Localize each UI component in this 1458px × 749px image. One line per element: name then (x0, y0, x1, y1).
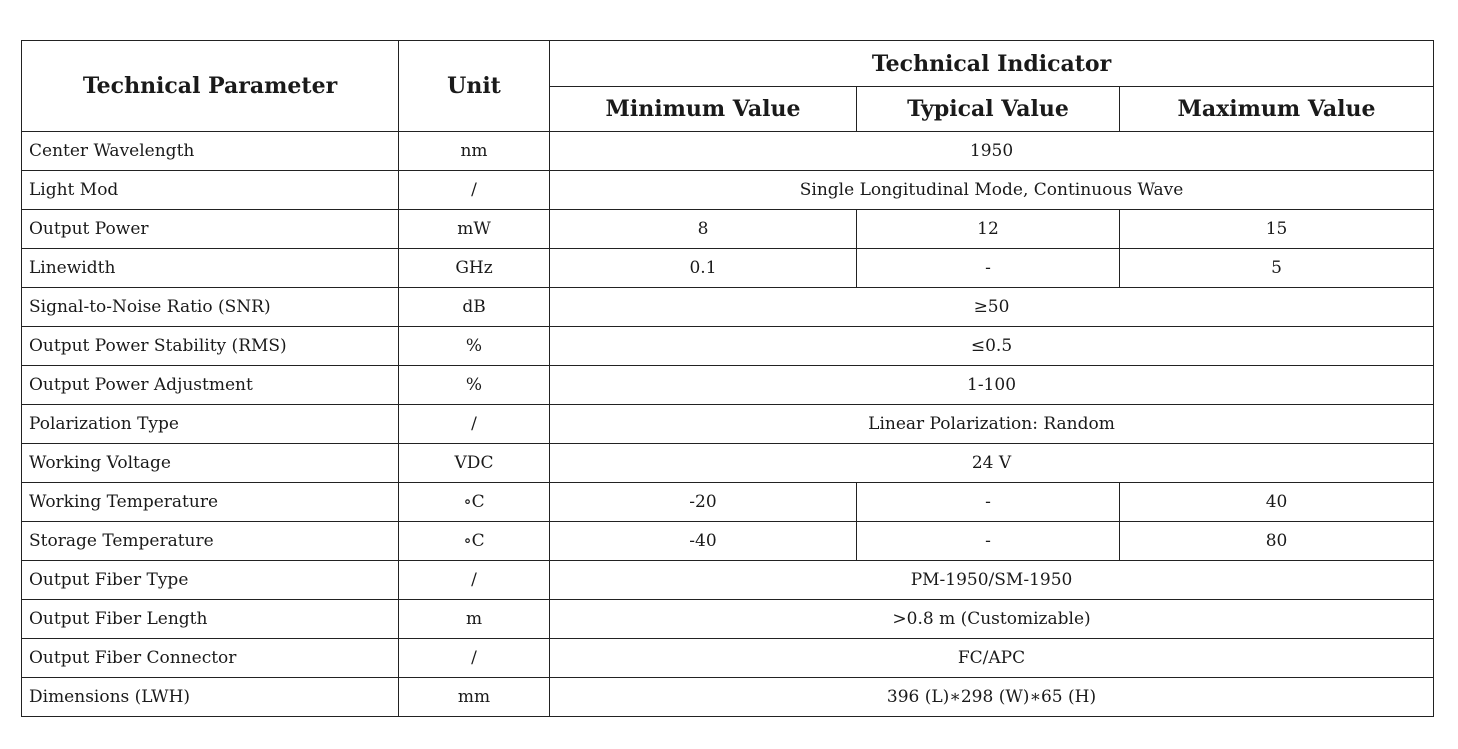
value-cell: ≤0.5 (550, 327, 1434, 366)
header-unit: Unit (399, 41, 550, 132)
table-body (22, 132, 1434, 717)
table-row (22, 132, 1434, 171)
value-cell: Linear Polarization: Random (550, 405, 1434, 444)
table-row (22, 249, 1434, 288)
table-row (22, 678, 1434, 717)
header-technical-indicator: Technical Indicator (550, 41, 1434, 87)
value-cell: 396 (L)∗298 (W)∗65 (H) (550, 678, 1434, 717)
header-maximum-value: Maximum Value (1120, 87, 1434, 132)
value-cell: PM-1950/SM-1950 (550, 561, 1434, 600)
value-cell: 1950 (550, 132, 1434, 171)
maximum-value-cell: 40 (1120, 483, 1434, 522)
parameter-cell: Output Power (22, 210, 399, 249)
unit-cell: % (399, 327, 550, 366)
unit-cell: dB (399, 288, 550, 327)
unit-cell: mW (399, 210, 550, 249)
table-row (22, 288, 1434, 327)
parameter-cell: Output Power Stability (RMS) (22, 327, 399, 366)
value-cell: >0.8 m (Customizable) (550, 600, 1434, 639)
unit-cell: mm (399, 678, 550, 717)
parameter-cell: Storage Temperature (22, 522, 399, 561)
typical-value-cell: - (857, 483, 1120, 522)
parameter-cell: Output Fiber Type (22, 561, 399, 600)
unit-cell: % (399, 366, 550, 405)
table-row (22, 210, 1434, 249)
minimum-value-cell: 0.1 (550, 249, 857, 288)
unit-cell: GHz (399, 249, 550, 288)
typical-value-cell: - (857, 249, 1120, 288)
parameter-cell: Light Mod (22, 171, 399, 210)
table-row (22, 366, 1434, 405)
parameter-cell: Output Fiber Connector (22, 639, 399, 678)
parameter-cell: Working Voltage (22, 444, 399, 483)
maximum-value-cell: 80 (1120, 522, 1434, 561)
unit-cell: ∘C (399, 522, 550, 561)
maximum-value-cell: 15 (1120, 210, 1434, 249)
parameter-cell: Dimensions (LWH) (22, 678, 399, 717)
table-row (22, 639, 1434, 678)
typical-value-cell: - (857, 522, 1120, 561)
parameter-cell: Output Power Adjustment (22, 366, 399, 405)
value-cell: 24 V (550, 444, 1434, 483)
minimum-value-cell: -20 (550, 483, 857, 522)
parameter-cell: Linewidth (22, 249, 399, 288)
unit-cell: m (399, 600, 550, 639)
value-cell: FC/APC (550, 639, 1434, 678)
table-row (22, 561, 1434, 600)
header-typical-value: Typical Value (857, 87, 1120, 132)
unit-cell: / (399, 561, 550, 600)
unit-cell: / (399, 405, 550, 444)
parameter-cell: Signal-to-Noise Ratio (SNR) (22, 288, 399, 327)
value-cell: Single Longitudinal Mode, Continuous Wave (550, 171, 1434, 210)
parameter-cell: Working Temperature (22, 483, 399, 522)
header-technical-parameter: Technical Parameter (22, 41, 399, 132)
table-row (22, 600, 1434, 639)
parameter-cell: Polarization Type (22, 405, 399, 444)
unit-cell: VDC (399, 444, 550, 483)
value-cell: ≥50 (550, 288, 1434, 327)
table-row (22, 327, 1434, 366)
table-row (22, 522, 1434, 561)
spec-table (21, 40, 1434, 717)
table-header (22, 41, 1434, 132)
table-row (22, 444, 1434, 483)
value-cell: 1-100 (550, 366, 1434, 405)
parameter-cell: Center Wavelength (22, 132, 399, 171)
table-row (22, 483, 1434, 522)
typical-value-cell: 12 (857, 210, 1120, 249)
table-row (22, 405, 1434, 444)
unit-cell: nm (399, 132, 550, 171)
maximum-value-cell: 5 (1120, 249, 1434, 288)
table-row (22, 171, 1434, 210)
header-minimum-value: Minimum Value (550, 87, 857, 132)
minimum-value-cell: -40 (550, 522, 857, 561)
minimum-value-cell: 8 (550, 210, 857, 249)
unit-cell: / (399, 171, 550, 210)
parameter-cell: Output Fiber Length (22, 600, 399, 639)
unit-cell: / (399, 639, 550, 678)
unit-cell: ∘C (399, 483, 550, 522)
